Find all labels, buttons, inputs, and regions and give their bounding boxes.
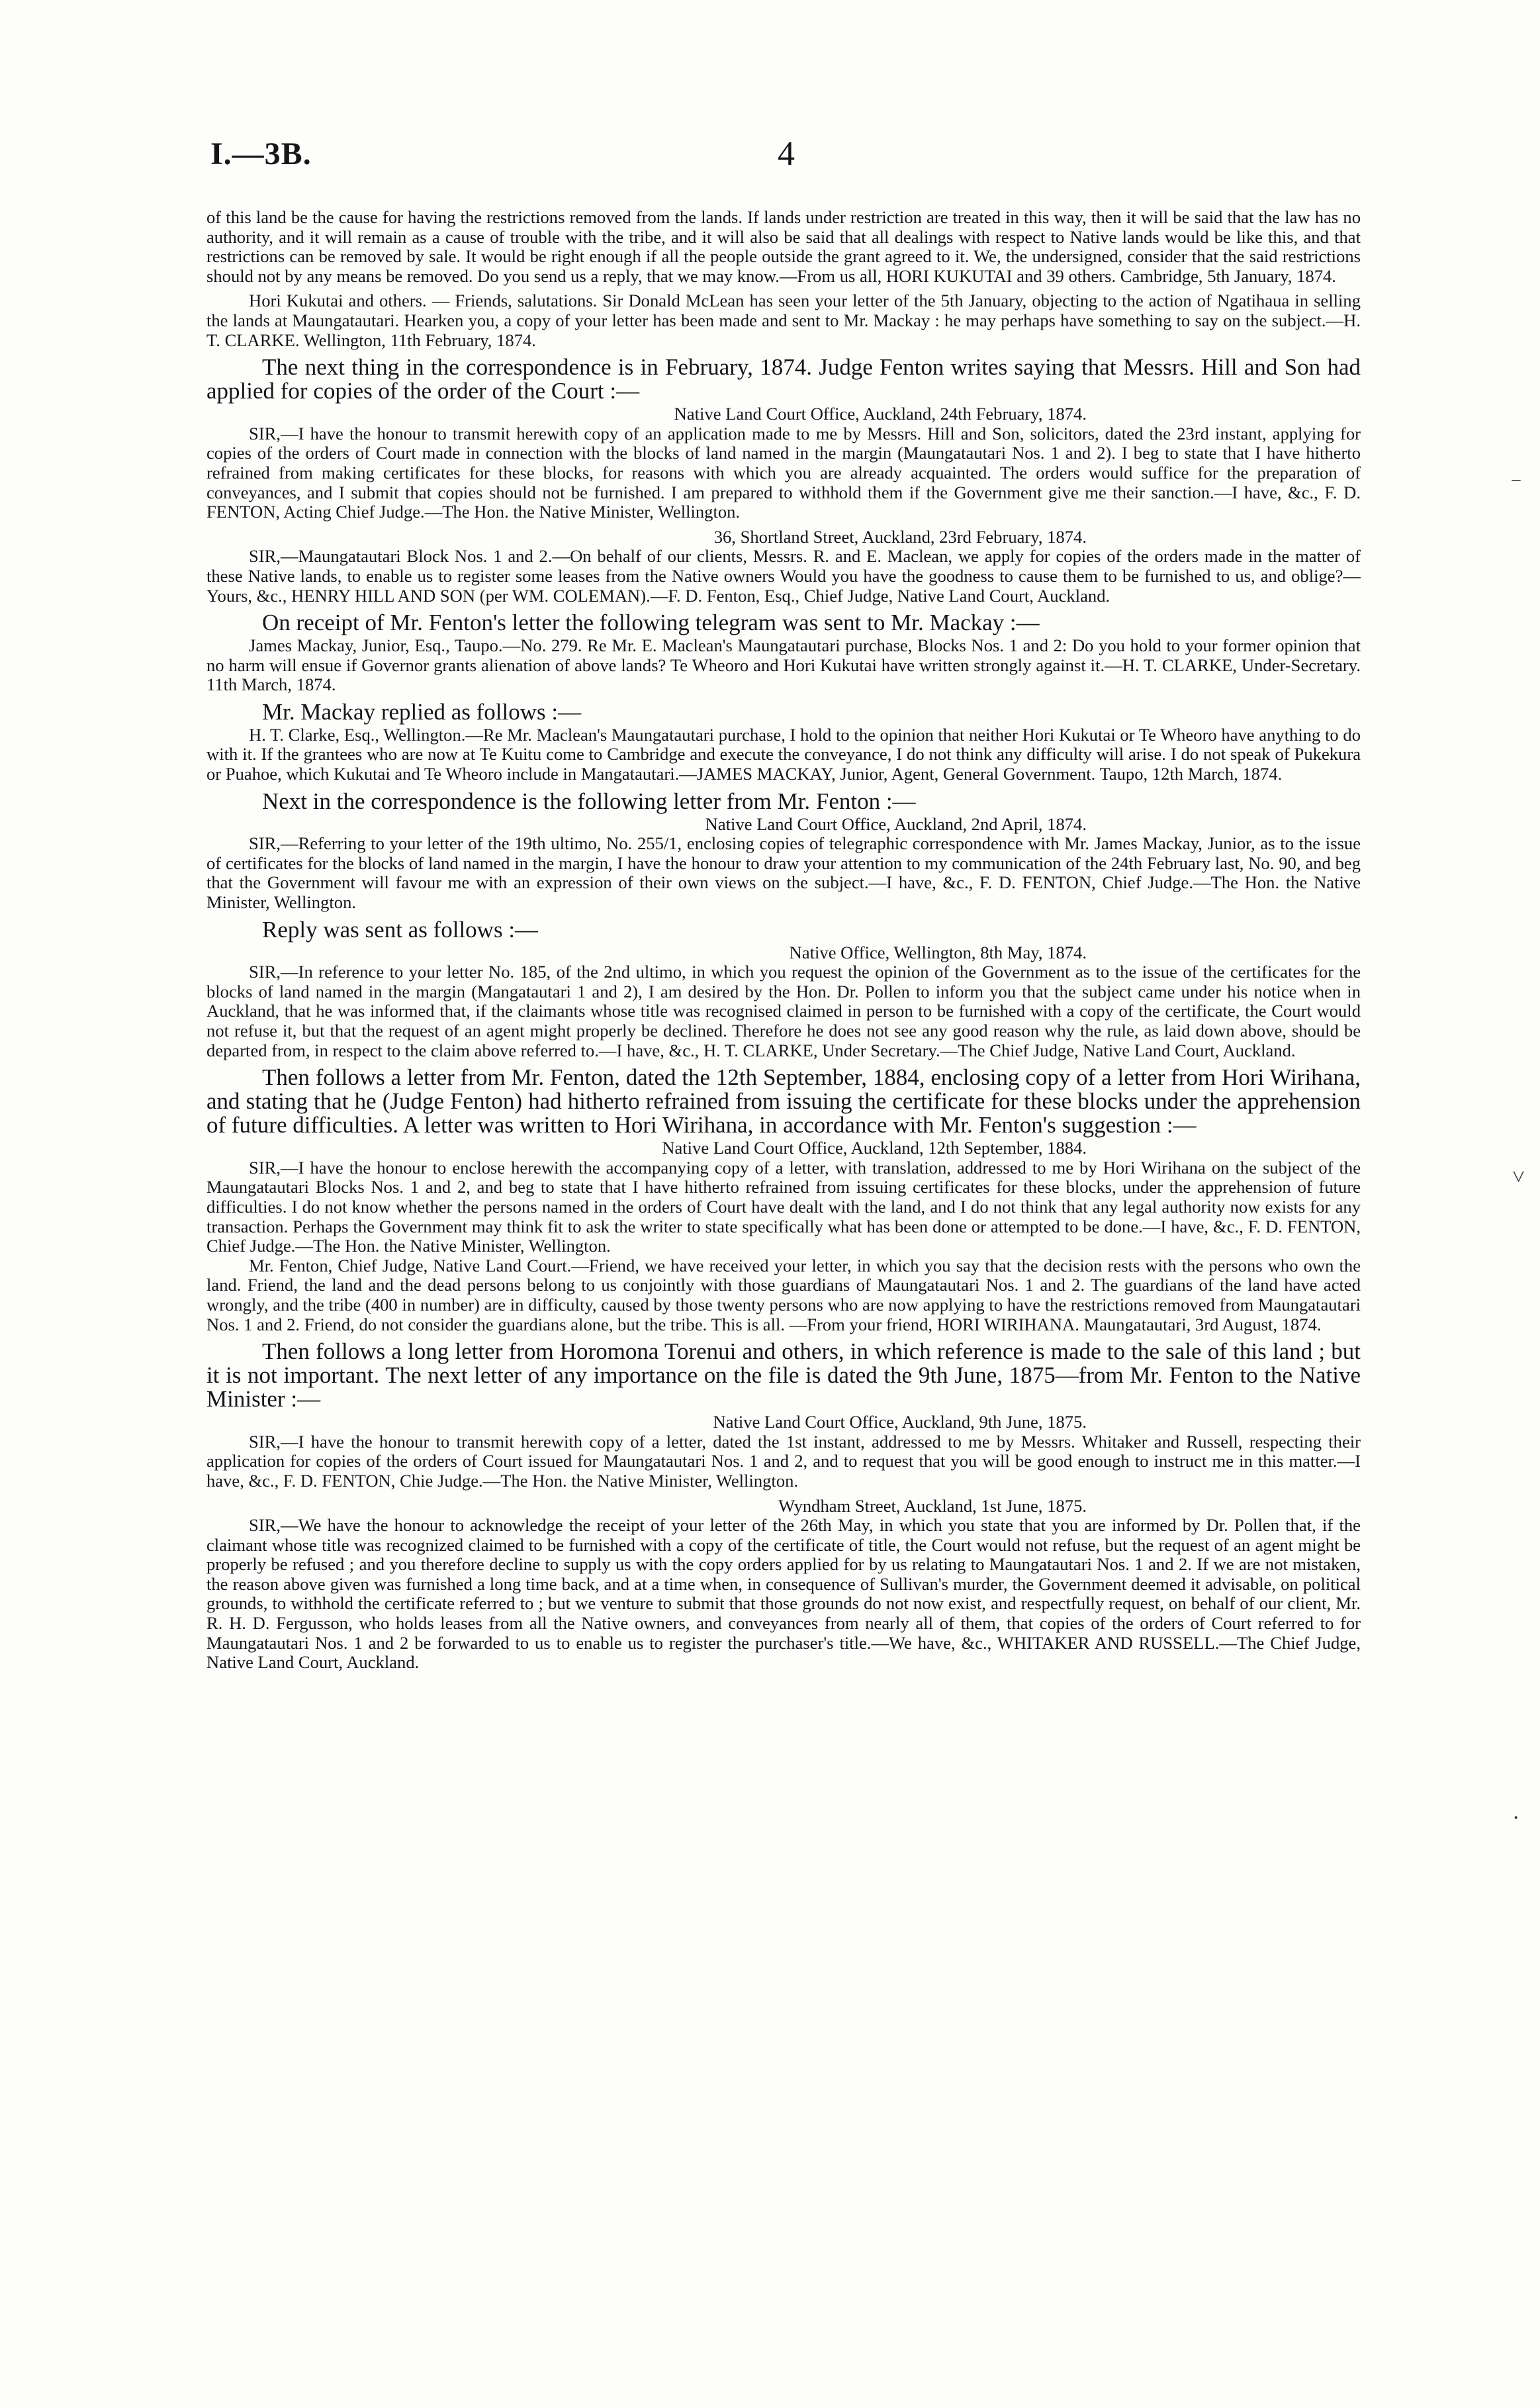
margin-mark: ⁻ xyxy=(1510,473,1522,497)
letter-address: Native Office, Wellington, 8th May, 1874. xyxy=(789,942,1087,962)
letter-paragraph: SIR,—I have the honour to transmit herewith copy of an application made to me by Messrs. Hill and Son, solicitors, dated the 23rd instant, applying for copies of the orders of Court made in connection with the blocks of land named in the margin (Maungatautari Nos. 1 and 2). I beg to state that I have hitherto refrained from making certificates for these blocks, for reasons with which you are already acquainted. The orders would suffice for the preparation of conveyances, and I submit that copies should not be furnished. I am prepared to withhold them if the Government give me their sanction.—I have, &c., F. D. FENTON, Acting Chief Judge.—The Hon. the Native Minister, Wellington. xyxy=(206,423,1361,522)
letter-address: Native Land Court Office, Auckland, 2nd April, 1874. xyxy=(705,813,1087,834)
letter-address: Wyndham Street, Auckland, 1st June, 1875. xyxy=(778,1495,1087,1516)
letter-address: Native Land Court Office, Auckland, 9th June, 1875. xyxy=(713,1412,1087,1432)
narrative-paragraph: On receipt of Mr. Fenton's letter the following telegram was sent to Mr. Mackay :— xyxy=(262,610,1040,636)
body-paragraph: of this land be the cause for having the restrictions removed from the lands. If lands under restriction are treated in this way, then it will be said that the law has no authority, and it will remain as a cause of trouble with the tribe, and it will also be said that all dealings with respect to Native lands would be like this, and that restrictions can be removed by sale. It would be right enough if all the people outside the grant agreed to it. We, the undersigned, consider that the said restrictions should not by any means be removed. Do you send us a reply, that we may know.—From us all, HORI KUKUTAI and 39 others. Cambridge, 5th January, 1874. xyxy=(206,207,1361,286)
margin-mark: ˅ xyxy=(1512,1165,1525,1189)
letter-paragraph: SIR,—I have the honour to transmit herewith copy of a letter, dated the 1st instant, addressed to me by Messrs. Whitaker and Russell, respecting their application for copies of the orders of Court issued for Maungatautari Nos. 1 and 2, and to request that you will be good enough to instruct me in this matter.—I have, &c., F. D. FENTON, Chie Judge.—The Hon. the Native Minister, Wellington. xyxy=(206,1431,1361,1491)
letter-address: Native Land Court Office, Auckland, 12th September, 1884. xyxy=(662,1138,1087,1158)
letter-paragraph: SIR,—In reference to your letter No. 185, of the 2nd ultimo, in which you request the opinion of the Government as to the issue of the certificates for the blocks of land named in the margin (Mangatautari 1 and 2), I am desired by the Hon. Dr. Pollen to inform you that the subject came under his notice when in Auckland, that he was informed that, if the claimants whose title was recognised claimed in person to be furnished with a copy of the certificate, the Court would not refuse it, but that the request of an agent might properly be declined. Therefore he does not see any good reason why the rule, as laid down above, should be departed from, in respect to the claim above referred to.—I have, &c., H. T. CLARKE, Under Secretary.—The Chief Judge, Native Land Court, Auckland. xyxy=(206,962,1361,1060)
letter-paragraph: SIR,—We have the honour to acknowledge the receipt of your letter of the 26th May, in which you state that you are informed by Dr. Pollen that, if the claimant whose title was recognized claimed to be furnished with a copy of the certificate of title, the Court would not refuse, but the request of an agent might be properly be refused ; and you therefore decline to supply us with the copy orders applied for by us relating to Maungatautari Nos. 1 and 2. If we are not mistaken, the reason above given was furnished a long time back, and at a time when, in consequence of Sullivan's murder, the Government deemed it advisable, on political grounds, to withhold the certificate referred to ; but we venture to submit that those grounds do not now exist, and respectfully request, on behalf of our client, Mr. R. H. D. Fergusson, who holds leases from all the Native owners, and conveyances from nearly all of them, that copies of the orders of Court referred to for Maungatautari Nos. 1 and 2 be forwarded to us to enable us to register the purchaser's title.—We have, &c., WHITAKER AND RUSSELL.—The Chief Judge, Native Land Court, Auckland. xyxy=(206,1515,1361,1673)
narrative-paragraph: Then follows a long letter from Horomona Torenui and others, in which reference is made to the sale of this land ; but it is not important. The next letter of any importance on the file is dated the 9th June, 1875—from Mr. Fenton to the Native Minister :— xyxy=(206,1338,1361,1412)
margin-mark: · xyxy=(1512,1806,1520,1830)
letter-address: Native Land Court Office, Auckland, 24th February, 1874. xyxy=(674,404,1087,424)
narrative-paragraph: Reply was sent as follows :— xyxy=(262,916,539,943)
letter-paragraph: SIR,—Maungatautari Block Nos. 1 and 2.—On behalf of our clients, Messrs. R. and E. Maclean, we apply for copies of the orders made in the matter of these Native lands, to enable us to register some leases from the Native owners Would you have the goodness to cause them to be furnished to us, and oblige?—Yours, &c., HENRY HILL AND SON (per WM. COLEMAN).—F. D. Fenton, Esq., Chief Judge, Native Land Court, Auckland. xyxy=(206,546,1361,606)
narrative-paragraph: Next in the correspondence is the following letter from Mr. Fenton :— xyxy=(262,788,916,814)
page-number: 4 xyxy=(778,135,795,173)
document-reference: I.—3B. xyxy=(210,136,312,171)
letter-paragraph: SIR,—I have the honour to enclose herewith the accompanying copy of a letter, with translation, addressed to me by Hori Wirihana on the subject of the Maungatautari Blocks Nos. 1 and 2, and beg to state that I have hitherto refrained from issuing certificates for these blocks, under the apprehension of future difficulties. I do not know whether the persons named in the orders of Court have dealt with the land, and I do not think that any legal authority now exists for any transaction. Perhaps the Government may think fit to ask the writer to state specifically what has been done or attempted to be done.—I have, &c., F. D. FENTON, Chief Judge.—The Hon. the Native Minister, Wellington. xyxy=(206,1157,1361,1256)
letter-paragraph: SIR,—Referring to your letter of the 19th ultimo, No. 255/1, enclosing copies of telegraphic correspondence with Mr. James Mackay, Junior, as to the issue of certificates for the blocks of land named in the margin, I have the honour to draw your attention to my communication of the 24th February last, No. 90, and beg that the Government will favour me with an expression of their own views on the subject.—I have, &c., F. D. FENTON, Chief Judge.—The Hon. the Native Minister, Wellington. xyxy=(206,833,1361,913)
document-body xyxy=(206,208,1361,1673)
narrative-paragraph: Mr. Mackay replied as follows :— xyxy=(262,698,582,725)
letter-paragraph: Mr. Fenton, Chief Judge, Native Land Court.—Friend, we have received your letter, in which you say that the decision rests with the persons who own the land. Friend, the land and the dead persons belong to us conjointly with those guardians of Maungatautari Nos. 1 and 2. The guardians of the land have acted wrongly, and the tribe (400 in number) are in difficulty, caused by those twenty persons who are now applying to have the restrictions removed from Maungatautari Nos. 1 and 2. Friend, do not consider the guardians alone, but the tribe. This is all. —From your friend, HORI WIRIHANA. Maungatautari, 3rd August, 1874. xyxy=(206,1255,1361,1334)
narrative-paragraph: Then follows a letter from Mr. Fenton, dated the 12th September, 1884, enclosing copy of a letter from Hori Wirihana, and stating that he (Judge Fenton) had hitherto refrained from issuing the certificate for these blocks under the apprehension of future difficulties. A letter was written to Hori Wirihana, in accordance with Mr. Fenton's suggestion :— xyxy=(206,1064,1361,1138)
telegram-paragraph: James Mackay, Junior, Esq., Taupo.—No. 279. Re Mr. E. Maclean's Maungatautari purchase, Blocks Nos. 1 and 2: Do you hold to your former opinion that no harm will ensue if Governor grants alienation of above lands? Te Wheoro and Hori Kukutai have written strongly against it.—H. T. CLARKE, Under-Secretary. 11th March, 1874. xyxy=(206,635,1361,695)
letter-address: 36, Shortland Street, Auckland, 23rd February, 1874. xyxy=(713,526,1087,547)
narrative-paragraph: The next thing in the correspondence is in February, 1874. Judge Fenton writes saying that Messrs. Hill and Son had applied for copies of the order of the Court :— xyxy=(206,354,1361,404)
body-paragraph: Hori Kukutai and others. — Friends, salutations. Sir Donald McLean has seen your letter of the 5th January, objecting to the action of Ngatihaua in selling the lands at Maungatautari. Hearken you, a copy of your letter has been made and sent to Mr. Mackay : he may perhaps have something to say on the subject.—H. T. CLARKE. Wellington, 11th February, 1874. xyxy=(206,291,1361,350)
telegram-paragraph: H. T. Clarke, Esq., Wellington.—Re Mr. Maclean's Maungatautari purchase, I hold to the opinion that neither Hori Kukutai or Te Wheoro have anything to do with it. If the grantees who are now at Te Kuitu come to Cambridge and execute the conveyance, I do not think any difficulty will arise. I do not speak of Pukekura or Puahoe, which Kukutai and Te Wheoro include in Mangatautari.—JAMES MACKAY, Junior, Agent, General Government. Taupo, 12th March, 1874. xyxy=(206,724,1361,784)
